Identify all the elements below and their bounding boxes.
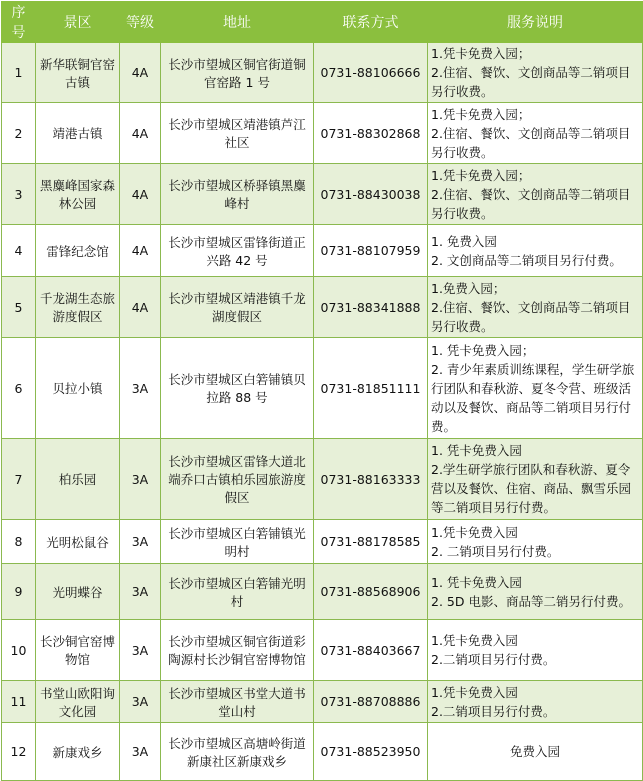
row-phone: 0731-88302868: [314, 103, 428, 164]
row-level: 3A: [120, 723, 161, 781]
row-name: 书堂山欧阳询文化园: [36, 681, 120, 723]
row-level: 3A: [120, 681, 161, 723]
row-service: 1.凭卡免费入园 2.二销项目另行付费。: [428, 681, 643, 723]
row-phone: 0731-88178585: [314, 520, 428, 564]
row-address: 长沙市望城区高塘岭街道新康社区新康戏乡: [161, 723, 314, 781]
row-address: 长沙市望城区靖港镇芦江社区: [161, 103, 314, 164]
row-address: 长沙市望城区雷锋大道北端乔口古镇柏乐园旅游度假区: [161, 439, 314, 520]
row-name: 光明蝶谷: [36, 564, 120, 620]
row-name: 新康戏乡: [36, 723, 120, 781]
header-name: 景区: [36, 2, 120, 43]
row-no: 8: [2, 520, 36, 564]
table-row: [2, 723, 643, 781]
row-level: 4A: [120, 103, 161, 164]
table-row: [2, 43, 643, 103]
row-phone: 0731-88708886: [314, 681, 428, 723]
row-service: 1.凭卡免费入园； 2.住宿、餐饮、文创商品等二销项目另行收费。: [428, 103, 643, 164]
row-address: 长沙市望城区白箬铺镇贝拉路 88 号: [161, 338, 314, 439]
row-service: 1. 凭卡免费入园 2.学生研学旅行团队和春秋游、夏令营以及餐饮、住宿、商品、飘雪乐园等二销项目另行付费。: [428, 439, 643, 520]
scenic-spots-table: [1, 1, 643, 781]
row-no: 6: [2, 338, 36, 439]
row-address: 长沙市望城区铜官街道铜官窑路 1 号: [161, 43, 314, 103]
header-service: 服务说明: [428, 2, 643, 43]
table-row: [2, 277, 643, 338]
table-row: [2, 620, 643, 681]
table-row: [2, 439, 643, 520]
row-no: 1: [2, 43, 36, 103]
table-row: [2, 520, 643, 564]
row-no: 2: [2, 103, 36, 164]
row-address: 长沙市望城区白箬铺光明村: [161, 564, 314, 620]
header-no: 序号: [2, 2, 36, 43]
row-level: 3A: [120, 620, 161, 681]
header-level: 等级: [120, 2, 161, 43]
row-level: 3A: [120, 338, 161, 439]
row-phone: 0731-88341888: [314, 277, 428, 338]
row-phone: 0731-88163333: [314, 439, 428, 520]
row-address: 长沙市望城区铜官街道彩陶源村长沙铜官窑博物馆: [161, 620, 314, 681]
row-service: 1.凭卡免费入园 2. 二销项目另行付费。: [428, 520, 643, 564]
row-phone: 0731-88568906: [314, 564, 428, 620]
row-service: 1.凭卡免费入园； 2.住宿、餐饮、文创商品等二销项目另行收费。: [428, 43, 643, 103]
table-row: [2, 338, 643, 439]
row-name: 黑麋峰国家森林公园: [36, 164, 120, 225]
row-no: 4: [2, 225, 36, 277]
table-row: [2, 225, 643, 277]
header-address: 地址: [161, 2, 314, 43]
row-service: 1.凭卡免费入园 2.二销项目另行付费。: [428, 620, 643, 681]
row-service: 1.免费入园； 2.住宿、餐饮、文创商品等二销项目另行收费。: [428, 277, 643, 338]
row-service: 免费入园: [428, 723, 643, 781]
row-name: 千龙湖生态旅游度假区: [36, 277, 120, 338]
row-service: 1. 凭卡免费入园 2. 5D 电影、商品等二销另行付费。: [428, 564, 643, 620]
row-level: 4A: [120, 277, 161, 338]
row-no: 9: [2, 564, 36, 620]
row-name: 柏乐园: [36, 439, 120, 520]
row-no: 11: [2, 681, 36, 723]
row-address: 长沙市望城区雷锋街道正兴路 42 号: [161, 225, 314, 277]
table-row: [2, 681, 643, 723]
row-no: 10: [2, 620, 36, 681]
row-name: 光明松鼠谷: [36, 520, 120, 564]
row-name: 靖港古镇: [36, 103, 120, 164]
table-row: [2, 564, 643, 620]
row-address: 长沙市望城区桥驿镇黑麋峰村: [161, 164, 314, 225]
row-address: 长沙市望城区白箬铺镇光明村: [161, 520, 314, 564]
row-level: 4A: [120, 164, 161, 225]
table-row: [2, 103, 643, 164]
row-phone: 0731-88523950: [314, 723, 428, 781]
row-phone: 0731-88107959: [314, 225, 428, 277]
row-no: 3: [2, 164, 36, 225]
row-no: 12: [2, 723, 36, 781]
row-name: 雷锋纪念馆: [36, 225, 120, 277]
row-phone: 0731-88106666: [314, 43, 428, 103]
row-service: 1.凭卡免费入园； 2.住宿、餐饮、文创商品等二销项目另行收费。: [428, 164, 643, 225]
row-name: 长沙铜官窑博物馆: [36, 620, 120, 681]
row-address: 长沙市望城区靖港镇千龙湖度假区: [161, 277, 314, 338]
row-level: 4A: [120, 43, 161, 103]
row-level: 3A: [120, 564, 161, 620]
row-address: 长沙市望城区书堂大道书堂山村: [161, 681, 314, 723]
row-phone: 0731-81851111: [314, 338, 428, 439]
header-phone: 联系方式: [314, 2, 428, 43]
row-no: 7: [2, 439, 36, 520]
row-service: 1. 凭卡免费入园； 2. 青少年素质训练课程，学生研学旅行团队和春秋游、夏冬令营、班级活动以及餐饮、商品等二销项目另行付费。: [428, 338, 643, 439]
row-level: 3A: [120, 520, 161, 564]
row-name: 贝拉小镇: [36, 338, 120, 439]
row-service: 1. 免费入园 2. 文创商品等二销项目另行付费。: [428, 225, 643, 277]
row-phone: 0731-88403667: [314, 620, 428, 681]
row-name: 新华联铜官窑古镇: [36, 43, 120, 103]
row-no: 5: [2, 277, 36, 338]
row-phone: 0731-88430038: [314, 164, 428, 225]
row-level: 4A: [120, 225, 161, 277]
row-level: 3A: [120, 439, 161, 520]
header-row: [2, 2, 643, 43]
table-row: [2, 164, 643, 225]
